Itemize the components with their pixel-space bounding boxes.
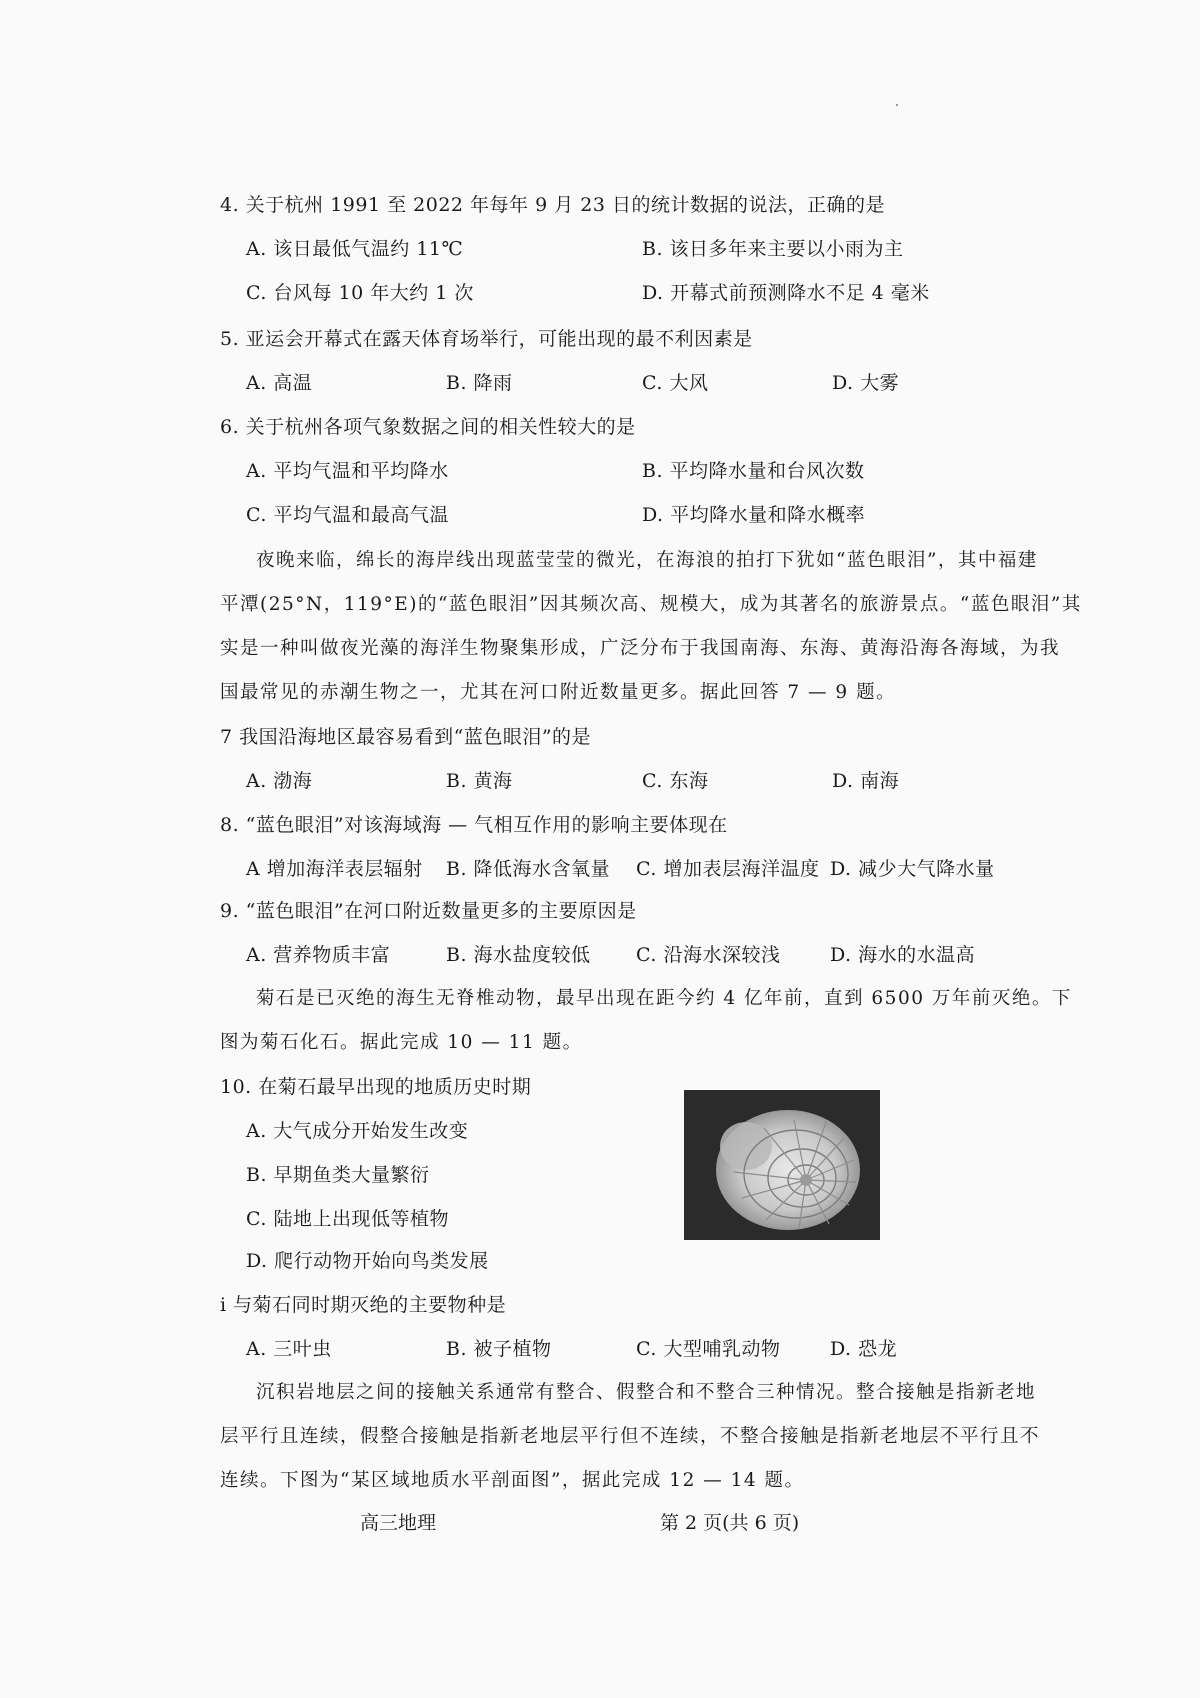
question-8-option-a: A 增加海洋表层辐射: [246, 858, 423, 880]
passage-1-line-4: 国最常见的赤潮生物之一，尤其在河口附近数量更多。据此回答 7 — 9 题。: [220, 682, 897, 703]
question-5-option-b: B. 降雨: [446, 372, 513, 394]
footer-subject: 高三地理: [360, 1512, 437, 1534]
question-9-stem: 9. “蓝色眼泪”在河口附近数量更多的主要原因是: [220, 900, 637, 922]
scan-speck: [896, 104, 898, 106]
passage-2-line-1: 菊石是已灭绝的海生无脊椎动物，最早出现在距今约 4 亿年前，直到 6500 万年前灭绝。下: [256, 988, 1072, 1009]
ammonite-fossil-image: [684, 1090, 880, 1240]
passage-3-line-3: 连续。下图为“某区域地质水平剖面图”，据此完成 12 — 14 题。: [220, 1470, 805, 1491]
question-11-option-b: B. 被子植物: [446, 1338, 552, 1360]
question-6-option-b: B. 平均降水量和台风次数: [642, 460, 865, 482]
question-5-option-c: C. 大风: [642, 372, 709, 394]
question-9-option-a: A. 营养物质丰富: [246, 944, 391, 966]
question-6-option-c: C. 平均气温和最高气温: [246, 504, 449, 526]
question-4-option-a: A. 该日最低气温约 11℃: [246, 238, 464, 260]
question-9-option-b: B. 海水盐度较低: [446, 944, 591, 966]
passage-3-line-1: 沉积岩地层之间的接触关系通常有整合、假整合和不整合三种情况。整合接触是指新老地: [256, 1382, 1037, 1403]
question-10-stem: 10. 在菊石最早出现的地质历史时期: [220, 1076, 532, 1098]
passage-1-line-1: 夜晚来临，绵长的海岸线出现蓝莹莹的微光，在海浪的拍打下犹如“蓝色眼泪”，其中福建: [256, 550, 1038, 571]
question-11-option-c: C. 大型哺乳动物: [636, 1338, 781, 1360]
question-8-option-c: C. 增加表层海洋温度: [636, 858, 820, 880]
question-8-stem: 8. “蓝色眼泪”对该海域海 — 气相互作用的影响主要体现在: [220, 814, 728, 836]
question-7-stem: 7 我国沿海地区最容易看到“蓝色眼泪”的是: [220, 726, 592, 748]
question-7-option-b: B. 黄海: [446, 770, 513, 792]
question-5-option-d: D. 大雾: [832, 372, 900, 394]
question-4-stem: 4. 关于杭州 1991 至 2022 年每年 9 月 23 日的统计数据的说法，正确的是: [220, 194, 885, 216]
question-11-option-d: D. 恐龙: [830, 1338, 898, 1360]
question-5-option-a: A. 高温: [246, 372, 313, 394]
footer-page-number: 第 2 页(共 6 页): [660, 1512, 800, 1534]
question-6-option-d: D. 平均降水量和降水概率: [642, 504, 866, 526]
question-7-option-d: D. 南海: [832, 770, 900, 792]
question-6-option-a: A. 平均气温和平均降水: [246, 460, 449, 482]
question-4-option-c: C. 台风每 10 年大约 1 次: [246, 282, 474, 304]
question-10-option-a: A. 大气成分开始发生改变: [246, 1120, 469, 1142]
question-7-option-c: C. 东海: [642, 770, 709, 792]
ammonite-fossil-icon: [684, 1090, 880, 1240]
question-10-option-c: C. 陆地上出现低等植物: [246, 1208, 449, 1230]
question-4-option-d: D. 开幕式前预测降水不足 4 毫米: [642, 282, 930, 304]
question-11-option-a: A. 三叶虫: [246, 1338, 332, 1360]
question-6-stem: 6. 关于杭州各项气象数据之间的相关性较大的是: [220, 416, 636, 438]
question-11-stem: i 与菊石同时期灭绝的主要物种是: [220, 1294, 507, 1316]
question-9-option-c: C. 沿海水深较浅: [636, 944, 781, 966]
question-5-stem: 5. 亚运会开幕式在露天体育场举行，可能出现的最不利因素是: [220, 328, 753, 350]
passage-2-line-2: 图为菊石化石。据此完成 10 — 11 题。: [220, 1032, 583, 1053]
question-10-option-b: B. 早期鱼类大量繁衍: [246, 1164, 430, 1186]
passage-1-line-2: 平潭(25°N，119°E)的“蓝色眼泪”因其频次高、规模大，成为其著名的旅游景点。“蓝色眼泪”其: [220, 594, 1082, 615]
question-9-option-d: D. 海水的水温高: [830, 944, 976, 966]
passage-3-line-2: 层平行且连续，假整合接触是指新老地层平行但不连续，不整合接触是指新老地层不平行且不: [220, 1426, 1041, 1447]
question-10-option-d: D. 爬行动物开始向鸟类发展: [246, 1250, 489, 1272]
passage-1-line-3: 实是一种叫做夜光藻的海洋生物聚集形成，广泛分布于我国南海、东海、黄海沿海各海域，为我: [220, 638, 1061, 659]
question-8-option-d: D. 减少大气降水量: [830, 858, 995, 880]
question-4-option-b: B. 该日多年来主要以小雨为主: [642, 238, 904, 260]
question-8-option-b: B. 降低海水含氧量: [446, 858, 611, 880]
question-7-option-a: A. 渤海: [246, 770, 313, 792]
